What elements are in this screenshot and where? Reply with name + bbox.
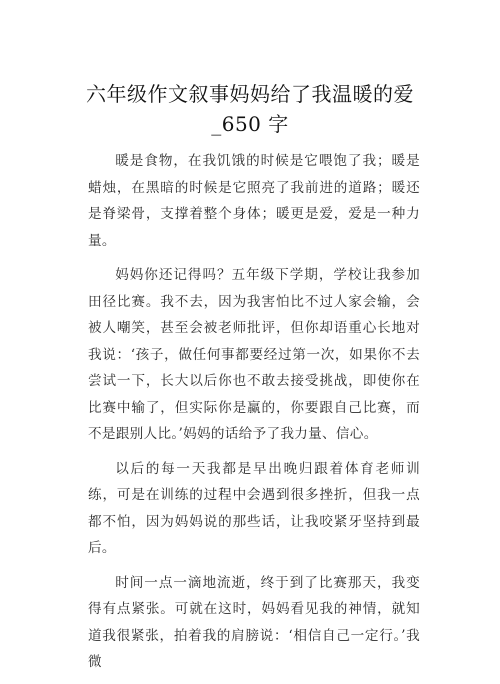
paragraph-4: 时间一点一滴地流逝，终于到了比赛那天，我变得有点紧张。可就在这时，妈妈看见我的神情，就知道我很紧张，拍着我的肩膀说：‘相信自己一定行。’我微 bbox=[88, 574, 420, 670]
paragraph-3: 以后的每一天我都是早出晚归跟着体育老师训练，可是在训练的过程中会遇到很多挫折，但我一点都不怕，因为妈妈说的那些话，让我咬紧牙坚持到最后。 bbox=[88, 460, 420, 556]
title-line-2: _650 字 bbox=[211, 112, 289, 137]
paragraph-1: 暖是食物，在我饥饿的时候是它喂饱了我；暖是蜡烛，在黑暗的时候是它照亮了我前进的道路；暖还是脊梁骨，支撑着整个身体；暖更是爱，爱是一种力量。 bbox=[88, 153, 420, 249]
title-line-1: 六年级作文叙事妈妈给了我温暖的爱 bbox=[86, 82, 414, 107]
paragraph-2: 妈妈你还记得吗？五年级下学期，学校让我参加田径比赛。我不去，因为我害怕比不过人家会输，会被人嘲笑，甚至会被老师批评，但你却语重心长地对我说：‘孩子，做任何事都要经过第一次，如果你不去尝试一下，长大以后你也不敢去接受挑战，即使你在比赛中输了，但实际你是赢的，你要跟自己比赛，而不是跟别人比。’妈妈的话给予了我力量、信心。 bbox=[88, 267, 420, 442]
document-title bbox=[40, 79, 460, 139]
document-body bbox=[88, 148, 420, 684]
